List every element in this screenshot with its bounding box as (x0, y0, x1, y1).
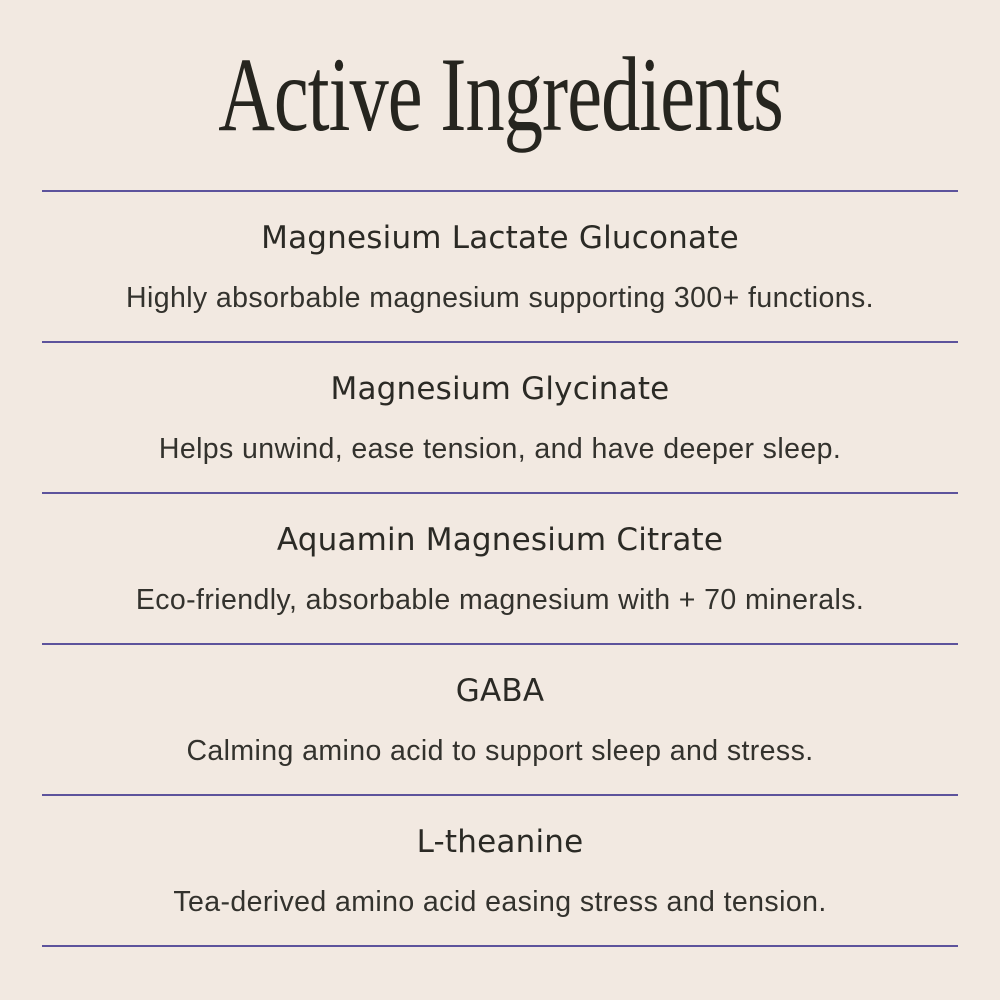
ingredient-section-magnesium-glycinate (0, 343, 1000, 492)
divider (42, 945, 958, 947)
ingredient-name: L-theanine (416, 824, 584, 860)
ingredient-name: Aquamin Magnesium Citrate (276, 522, 724, 558)
ingredient-description: Highly absorbable magnesium supporting 300+ functions. (125, 282, 874, 314)
ingredient-description: Eco-friendly, absorbable magnesium with + 70 minerals. (135, 584, 865, 616)
ingredient-section-magnesium-lactate-gluconate (0, 192, 1000, 341)
ingredient-name: Magnesium Glycinate (330, 371, 670, 407)
ingredient-section-aquamin-magnesium-citrate (0, 494, 1000, 643)
ingredient-name: GABA (455, 673, 545, 709)
ingredient-section-gaba (0, 645, 1000, 794)
page-title: Active Ingredients (217, 36, 783, 153)
title-area (0, 0, 1000, 190)
ingredient-description: Helps unwind, ease tension, and have deeper sleep. (158, 433, 842, 465)
ingredient-section-l-theanine (0, 796, 1000, 945)
ingredient-name: Magnesium Lactate Gluconate (261, 220, 739, 256)
ingredient-description: Tea-derived amino acid easing stress and tension. (173, 886, 827, 918)
ingredient-description: Calming amino acid to support sleep and stress. (186, 735, 814, 767)
